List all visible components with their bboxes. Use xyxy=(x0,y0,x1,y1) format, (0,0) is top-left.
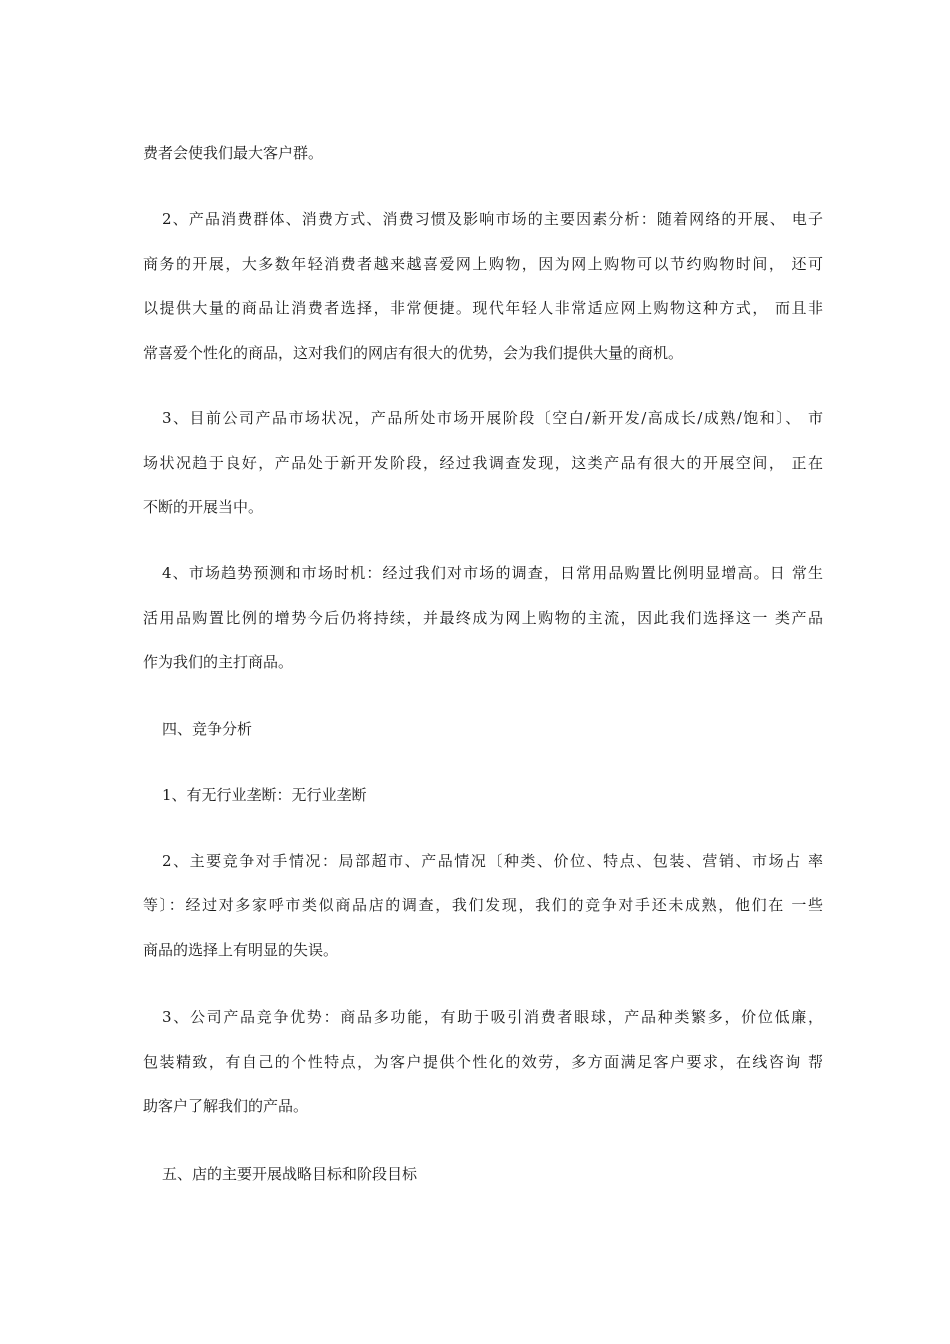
paragraph-line: 商务的开展，大多数年轻消费者越来越喜爱网上购物，因为网上购物可以节约购物时间， 还可 xyxy=(143,255,823,273)
paragraph-line: 费者会使我们最大客户群。 xyxy=(143,144,324,162)
paragraph-line: 商品的选择上有明显的失误。 xyxy=(143,941,339,959)
paragraph-line: 1、有无行业垄断：无行业垄断 xyxy=(162,786,367,804)
paragraph-line: 等〕：经过对多家呼市类似商品店的调查，我们发现，我们的竞争对手还未成熟，他们在 一些 xyxy=(143,896,823,914)
paragraph-line: 3、公司产品竞争优势：商品多功能，有助于吸引消费者眼球，产品种类繁多，价位低廉， xyxy=(162,1008,823,1026)
paragraph-line: 以提供大量的商品让消费者选择，非常便捷。现代年轻人非常适应网上购物这种方式， 而且非 xyxy=(143,299,823,317)
paragraph-line: 4、市场趋势预测和市场时机：经过我们对市场的调查，日常用品购置比例明显增高。日 常生 xyxy=(162,564,823,582)
paragraph-line: 助客户了解我们的产品。 xyxy=(143,1097,309,1115)
paragraph-line: 3、目前公司产品市场状况，产品所处市场开展阶段〔空白/新开发/高成长/成熟/饱和〕、 市 xyxy=(162,409,823,427)
paragraph-line: 包装精致，有自己的个性特点，为客户提供个性化的效劳，多方面满足客户要求，在线咨询 帮 xyxy=(143,1053,823,1071)
section-heading: 五、店的主要开展战略目标和阶段目标 xyxy=(162,1165,418,1183)
paragraph-line: 场状况趋于良好，产品处于新开发阶段，经过我调查发现，这类产品有很大的开展空间， 正在 xyxy=(143,454,823,472)
paragraph-line: 2、主要竞争对手情况：局部超市、产品情况〔种类、价位、特点、包装、营销、市场占 率 xyxy=(162,852,823,870)
paragraph-line: 常喜爱个性化的商品，这对我们的网店有很大的优势，会为我们提供大量的商机。 xyxy=(143,344,684,362)
paragraph-line: 活用品购置比例的增势今后仍将持续，并最终成为网上购物的主流，因此我们选择这一 类产品 xyxy=(143,609,823,627)
paragraph-line: 不断的开展当中。 xyxy=(143,498,264,516)
paragraph-line: 2、产品消费群体、消费方式、消费习惯及影响市场的主要因素分析：随着网络的开展、 电子 xyxy=(162,210,823,228)
paragraph-line: 作为我们的主打商品。 xyxy=(143,653,294,671)
section-heading: 四、竞争分析 xyxy=(162,720,253,738)
